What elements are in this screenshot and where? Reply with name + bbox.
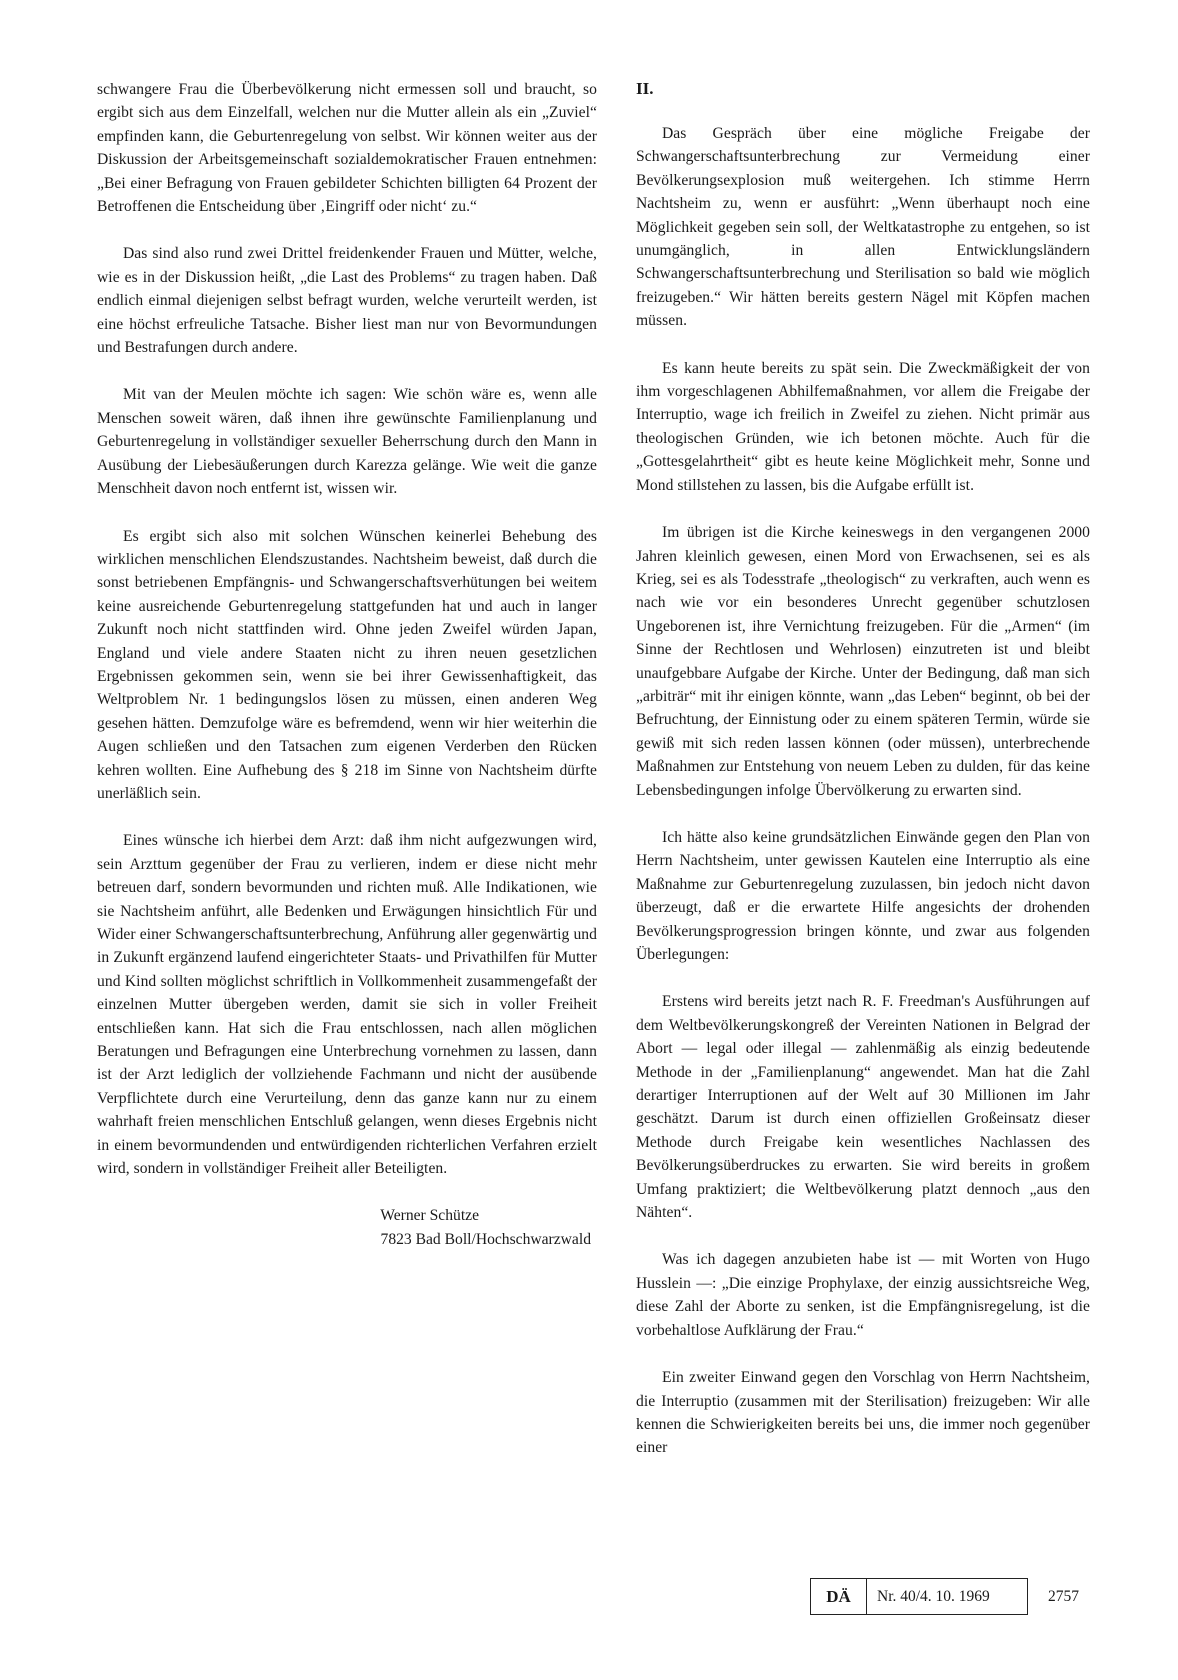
body-paragraph: Das sind also rund zwei Drittel freidenkender Frauen und Mütter, welche, wie es in der Diskussion heißt, „die Last des Problems“ zu tragen haben. Daß endlich einmal diejenigen selbst befragt wurden, welche verurteilt werden, ist eine höchst erfreuliche Tatsache. Bisher liest man nur von Bevormundungen und Bestrafungen durch andere. — [97, 245, 597, 357]
body-paragraph: Ich hätte also keine grundsätzlichen Einwände gegen den Plan von Herrn Nachtsheim, unter gewissen Kautelen eine Interruptio als eine Maßnahme zur Geburtenregelung zuzulassen, bin jedoch nicht davon überzeugt, daß er die erwartete Hilfe angesichts der drohenden Bevölkerungsprogression bringen könnte, und zwar aus folgenden Überlegungen: — [636, 828, 1090, 963]
journal-footer-box — [810, 1578, 1028, 1615]
body-paragraph: schwangere Frau die Überbevölkerung nicht ermessen soll und braucht, so ergibt sich aus dem Einzelfall, welchen nur die Mutter allein als ein „Zuviel“ empfinden kann, die Geburtenregelung von selbst. Wir können weiter aus der Diskussion der Arbeitsgemeinschaft sozialdemokratischer Frauen entnehmen: „Bei einer Befragung von Frauen gebildeter Schichten billigten 64 Prozent der Betroffenen die Entscheidung über ‚Eingriff oder nicht‘ zu.“ — [97, 81, 597, 216]
body-paragraph: Es ergibt sich also mit solchen Wünschen keinerlei Behebung des wirklichen menschlichen Elendszustandes. Nachtsheim beweist, daß durch die sonst betriebenen Empfängnis- und Schwangerschaftsverhütungen bei weitem keine ausreichende Geburtenregelung stattgefunden hat und auch in langer Zukunft noch nicht stattfinden wird. Ohne jeden Zweifel würden Japan, England und viele andere Staaten nicht zu ihren neuen gesetzlichen Ergebnissen gekommen sein, wenn sie bei ihrer Gewissenhaftigkeit, das Weltproblem Nr. 1 bedingungslos lösen zu müssen, einen anderen Weg gesehen hätten. Demzufolge wäre es befremdend, wenn wir hier weiterhin die Augen schließen und den Tatsachen zum eigenen Verderben den Rücken kehren wollten. Eine Aufhebung des § 218 im Sinne von Nachtsheim dürfte unerläßlich sein. — [97, 527, 597, 802]
left-column — [97, 78, 597, 1251]
body-paragraph: Im übrigen ist die Kirche keineswegs in den vergangenen 2000 Jahren kleinlich gewesen, einen Mord von Erwachsenen, sei es als Krieg, sei es als Todesstrafe „theologisch“ zu verkraften, auch wenn es nach wie vor ein besonderes Unrecht gegenüber schutzlosen Ungeborenen ist, ihre Vernichtung freizugeben. Für die „Armen“ (im Sinne der Rechtlosen und Wehrlosen) einzutreten ist und bleibt unaufgebbare Aufgabe der Kirche. Unter der Bedingung, daß man sich „arbiträr“ mit ihr einigen könnte, wann „das Leben“ beginnt, ob bei der Befruchtung, der Einnistung oder zu einem späteren Termin, würde sie gewiß mit sich reden lassen können (oder müssen), unterbrechende Maßnahmen zur Entstehung von neuem Leben zu dulden, für das keine Lebensbedingungen infolge Übervölkerung zu erwarten sind. — [636, 524, 1090, 799]
body-paragraph: Ein zweiter Einwand gegen den Vorschlag von Herrn Nachtsheim, die Interruptio (zusammen mit der Sterilisation) freizugeben: Wir alle kennen die Schwierigkeiten bereits bei uns, die immer noch gegenüber einer — [636, 1369, 1090, 1457]
issue-reference: Nr. 40/4. 10. 1969 — [877, 1587, 990, 1605]
body-paragraph: Erstens wird bereits jetzt nach R. F. Freedman's Ausführungen auf dem Weltbevölkerungskongreß der Vereinten Nationen in Belgrad der Abort — legal oder illegal — zahlenmäßig als einzig bedeutende Methode in der „Familienplanung“ angewendet. Man hat die Zahl derartiger Interruptionen auf der Welt auf 30 Millionen im Jahr geschätzt. Darum ist durch einen offiziellen Großeinsatz dieser Methode durch Freigabe kein wesentliches Nachlassen des Bevölkerungsüberdruckes zu erwarten. Sie wird bereits in großem Umfang praktiziert; die Weltbevölkerung platzt dennoch „aus den Nähten“. — [636, 993, 1090, 1222]
body-paragraph: Das Gespräch über eine mögliche Freigabe der Schwangerschaftsunterbrechung zur Vermeidung einer Bevölkerungsexplosion muß weitergehen. Ich stimme Herrn Nachtsheim zu, wenn er ausführt: „Wenn überhaupt noch eine Möglichkeit gegeben sein soll, der Weltkatastrophe zu entgehen, so ist unumgänglich, in allen Entwicklungsländern Schwangerschaftsunterbrechung und Sterilisation so bald wie möglich freizugeben.“ Wir hätten bereits gestern Nägel mit Köpfen machen müssen. — [636, 125, 1090, 330]
body-paragraph: Es kann heute bereits zu spät sein. Die Zweckmäßigkeit der von ihm vorgeschlagenen Abhilfemaßnahmen, vor allem die Freigabe der Interruptio, wage ich freilich in Zweifel zu ziehen. Nicht primär aus theologischen Gründen, wie ich betonen möchte. Auch für die „Gottesgelahrtheit“ gibt es heute keine Möglichkeit mehr, Sonne und Mond stillstehen zu lassen, bis die Aufgabe erfüllt ist. — [636, 359, 1090, 494]
page-number: 2757 — [1048, 1588, 1079, 1605]
body-paragraph: Was ich dagegen anzubieten habe ist — mit Worten von Hugo Husslein —: „Die einzige Prophylaxe, der einzig aussichtsreiche Weg, diese Zahl der Aborte zu senken, ist die Empfängnisregelung, ist die vorbehaltlose Aufklärung der Frau.“ — [636, 1251, 1090, 1339]
author-signature — [97, 1204, 597, 1251]
journal-logo: DÄ — [811, 1579, 867, 1614]
author-address: 7823 Bad Boll/Hochschwarzwald — [380, 1230, 591, 1248]
body-paragraph: Eines wünsche ich hierbei dem Arzt: daß ihm nicht aufgezwungen wird, sein Arzttum gegenüber der Frau zu verlieren, indem er diese nicht mehr betreuen darf, sondern bevormunden und richten muß. Alle Indikationen, wie sie Nachtsheim anführt, alle Bedenken und Erwägungen hinsichtlich Für und Wider einer Schwangerschaftsunterbrechung, Anführung aller gegenwärtig und in Zukunft ergänzend laufend eingerichteter Staats- und Privathilfen für Mutter und Kind sollten möglichst schriftlich in Vollkommenheit zusammengefaßt der einzelnen Mutter übergeben werden, damit sie sich in voller Freiheit entschließen kann. Hat sich die Frau entschlossen, nach allen möglichen Beratungen und Befragungen eine Unterbrechung vornehmen zu lassen, dann ist der Arzt lediglich der vollziehende Fachmann und nicht der ausübende Verpflichtete durch eine Verurteilung, denn das ganze kann nur zu einem wahrhaft freien menschlichen Entschluß gelangen, wenn dieses Ergebnis nicht in einem bevormundenden und entwürdigenden richterlichen Verfahren erzielt wird, sondern in vollständiger Freiheit aller Beteiligten. — [97, 832, 597, 1178]
body-paragraph: Mit van der Meulen möchte ich sagen: Wie schön wäre es, wenn alle Menschen soweit wären, daß ihnen ihre gewünschte Familienplanung und Geburtenregelung in vollständiger sexueller Beherrschung durch den Mann in Ausübung der Liebesäußerungen durch Karezza gelänge. Wie weit die ganze Menschheit davon noch entfernt ist, wissen wir. — [97, 386, 597, 498]
section-heading: II. — [636, 79, 654, 98]
right-column — [636, 78, 1090, 1484]
author-name: Werner Schütze — [380, 1207, 479, 1225]
